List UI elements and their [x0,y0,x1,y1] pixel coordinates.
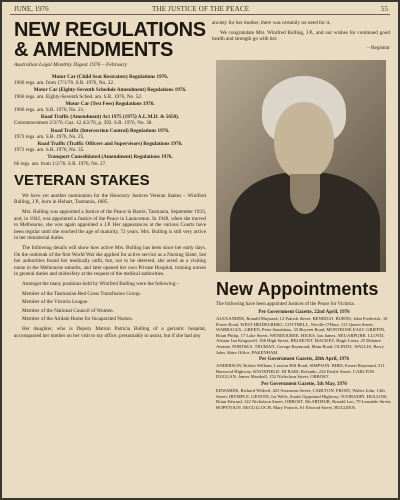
position-item: Member of the Tasmanian Red Cross Transfusion Group. [22,290,141,297]
regulation-text: 1973 regs. am. S.R. 1976, No. 25. [14,133,85,140]
regulation-item [14,101,206,113]
congratulation-text: We congratulate Mrs. Winifred Bulling, J.P., and our wishes for continued good health and strength go with her. [212,29,390,43]
regulation-title: Road Traffic (Traffic Officers and Supervisors) Regulations 1976. [37,141,183,148]
continuation-text: anxiety for her mother, there was certainly no need for it. [212,20,331,26]
registrar-signature: – Registrar [367,44,390,51]
regulation-title: Motor Car (Child Seat Restraints) Regulations 1976. [51,74,169,80]
regulation-item [14,87,206,99]
regulation-text: 1966 regs. am. from 17/1/76. S.R. 1976, No. 22. [14,80,115,87]
regulation-item [14,128,206,140]
veteran-paragraph: We have yet another nomination for the Honorary Justices Veteran Stakes – Winifred Bulling, J.P., born in Hobart, Tasmania, 1885. [14,192,206,206]
regulation-title: Road Traffic (Intersection Control) Regulations 1976. [50,127,170,134]
appointments-intro: The following have been appointed Justices of the Peace for Victoria. [216,302,355,307]
regulation-item [14,74,206,86]
veteran-paragraph: Mrs. Bulling was appointed a Justice of the Peace in Barrie, Tasmania, September 1933, and, in 1942, was appointed a Justice of the Peace in Launceston. In 1948, when she moved to Melbourne, she was again appointed a J.P. Her appearances at the various Courts have been regular until she reached the age of maturity, 72 years. Mrs. Bulling is still very active in her ministerial duties. [14,209,206,242]
header-rule [10,14,390,15]
right-column [212,20,390,51]
regulations-heading-line1: NEW REGULATIONS [14,19,206,41]
veteran-paragraph: Amongst the many positions held by Winifred Bulling were the following:– [22,280,180,287]
portrait-photo [216,60,386,272]
appointments-heading: New Appointments [216,279,379,299]
regulations-source: Australian Legal Monthly Digest 1976 – February [14,62,128,68]
position-item: Member of the National Council of Women. [22,307,114,314]
regulation-text: Commencement 2/3/76. Gaz. 12.4/2/76, p. 393. S.R. 1976, No. 38. [14,120,153,127]
gazette-heading: Per Government Gazette, 5th May, 1976 [261,381,347,387]
regulations-heading-line2: & AMENDMENTS [14,39,173,61]
veteran-closing: Her daughter, who is Deputy Matron Patricia Bulling of a geriatric hospital, accompanied her mother on her visit to my office, presumably to assist, but if she had any [14,325,206,339]
gazette-names: ANDERSON, Robert William, Lawton Hill Road, SIMPSON. BIRD, Ernest Raymond, 511 Burwood Highway, KNOXFIELD. DI BARI, Rolando, 224 Fairlie Street, CARLTON. DUGGAN, James Marshall, 152 Nicholson Street, ORBOST. [216,363,385,380]
issue-date: JUNE, 1976 [14,5,49,13]
regulation-item [14,154,206,166]
left-column [14,20,206,342]
positions-list [14,291,206,323]
publication-title: THE JUSTICE OF THE PEACE [152,5,250,13]
journal-page [2,2,398,498]
position-item: Member of the Victoria League. [22,299,89,306]
gazette-heading: Per Government Gazette, 28th April, 1976 [258,357,350,363]
regulation-title: Transport Consolidated (Amendment) Regulations 1976. [47,154,173,161]
portrait-collar [290,174,320,214]
veteran-paragraph: The following details will show how active Mrs. Bulling has been since her early days. On the outbreak of the first World War she applied for active service as a Nursing Sister, but her authorities found her medically unfit, but, not to be deterred, she acted as a visiting nurse in the Melbourne suburbs, and later opened her own Private Hospital, training nurses in general duties and midwifery at the request of the medical authorities. [14,245,206,278]
regulations-heading [14,20,206,60]
veteran-heading: VETERAN STAKES [14,171,150,189]
regulation-item [14,141,206,153]
regulation-text: 60 regs. am. from 1/2/76. S.R. 1976, No. 27. [14,160,107,167]
gazette-names: ALEXANDER, Ronald Maynard, 12 Patrick Street, BENDIGO. BURNS, John Frederick, 16 Porter Road, WEST HEIDELBERG. COTTRELL, Neville O'Hara, 115 Queen Street, WARRAGUL. GREEN, Peter Stanislaus, 35 Boyeen Road, MONTROSE EAST. GRIFFIN, Brian Philip, 17 Lake Street, WENDOUREE. HICKS, Ian James, NEUARPURR. LLOYD, Alistair Ian Kingswell, 166 High Street, BELMONT. MACKEY, Hugh Lister, 25 Delance Avenue, PORTSEA. TRUMAN, George Raymond, Main Road, OLINDA. WALLIS, Barry John, Shire Office, PAKENHAM. [216,316,388,355]
regulation-item [14,114,206,126]
regulation-title: Motor Car (Eighty-Seventh Schedule Amendment) Regulations 1976. [33,87,187,94]
gazette-heading: Per Government Gazette, 22nd April, 1976 [258,310,350,315]
regulation-text: 1966 regs. am. Eighty-Seventh Sched. am. S.R. 1976, No. 52. [14,93,143,100]
regulation-title: Road Traffic (Amendment) Act 1975 (1975) A.L.M.D. & 5650). [40,114,180,121]
appointments-list [216,302,392,410]
position-item: Member of the Airdale Home for Incapacited Nurses. [22,316,133,323]
regulation-text: 1973 regs. am. S.R. 1976, No. 35. [14,147,85,154]
regulation-title: Motor Car (Test Fees) Regulations 1976. [65,100,155,107]
portrait-face [274,102,334,180]
page-number: 55 [381,5,388,13]
gazette-names: EDWARDS, Richard Wilfred, 425 Swanston Street, CARLTON. FROST, Walter John, 13th Street, IRYMPLE. GENONI, Ira Wells, South Gippsland Highway, TOORADIN. HOLLINS, Brian Edward, 122 Nicholson Street, ORBOST. McARTHUR, Ronald Leo, 79 Lansdale Street, HOPETOUN. McCULLOCH, Mary Francis, 61 Elwood Street, BULLEEN. [216,387,392,410]
regulation-text: 1966 regs. am. S.R. 1976, No. 21. [14,107,85,114]
